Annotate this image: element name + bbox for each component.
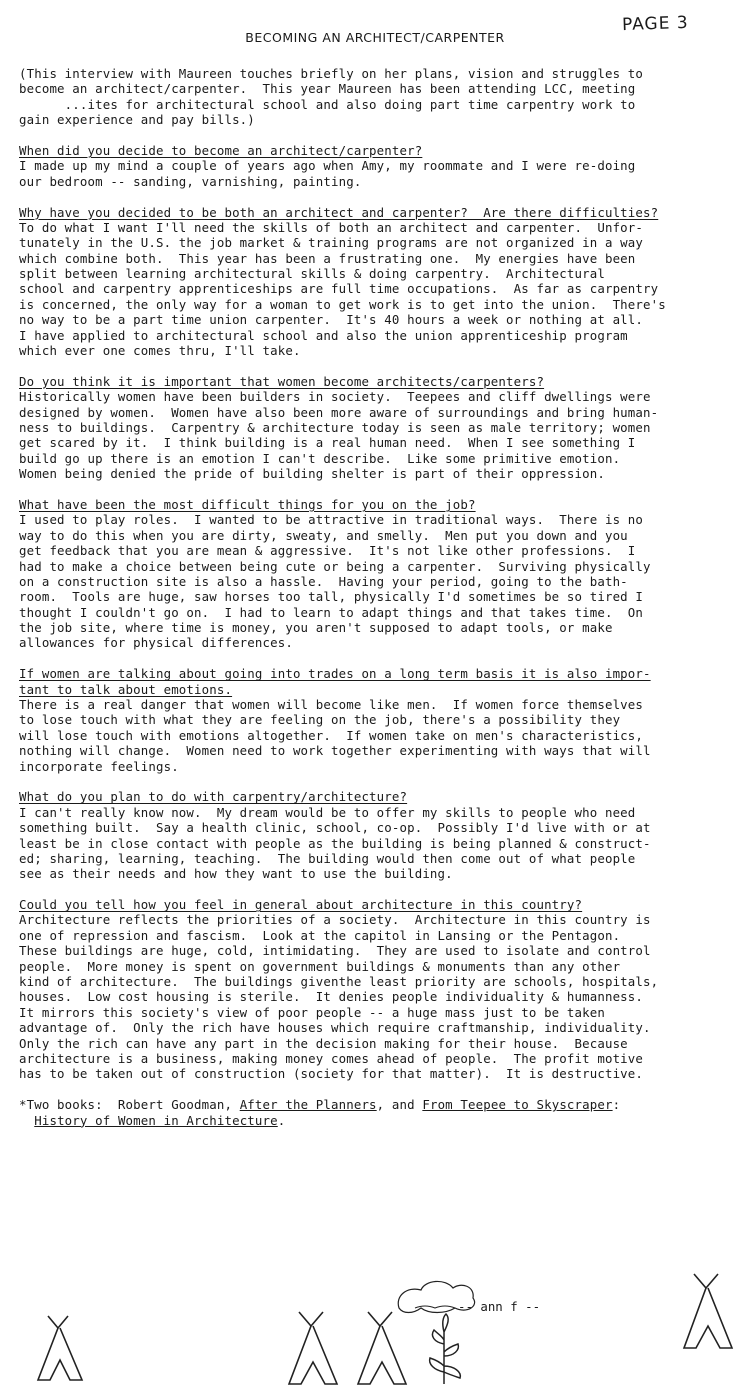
book-subtitle: History of Women in Architecture — [34, 1112, 278, 1128]
intro-paragraph — [19, 66, 745, 128]
book-title: From Teepee to Skyscraper — [422, 1097, 613, 1113]
answer-line: to lose touch with what they are feeling on the job, there's a possibility they — [19, 712, 621, 728]
answer-line: incorporate feelings. — [19, 758, 179, 774]
answer-line: which ever one comes thru, I'll take. — [19, 343, 301, 359]
question-line: What have been the most difficult things for you on the job? — [19, 496, 476, 512]
answer-line: has to be taken out of construction (society for that matter). It is destructive. — [19, 1066, 644, 1082]
tree-figure-icon — [420, 1312, 470, 1388]
question-line: Do you think it is important that women become architects/carpenters? — [19, 373, 545, 389]
answer-line: least be in close contact with people as the building is being planned & construct- — [19, 835, 651, 851]
teepee-figure-icon — [678, 1270, 738, 1352]
answer-line: get scared by it. I think building is a real human need. When I see something I — [19, 435, 636, 451]
question-line: Why have you decided to be both an architect and carpenter? Are there difficulties? — [19, 204, 659, 220]
answer-line: I have applied to architectural school and also the union apprenticeship program — [19, 327, 628, 343]
answer-line: one of repression and fascism. Look at the capitol in Lansing or the Pentagon. — [19, 927, 621, 943]
answer-line: houses. Low cost housing is sterile. It denies people individuality & humanness. — [19, 989, 644, 1005]
answer-line: kind of architecture. The buildings giventhe least priority are schools, hospitals, — [19, 974, 659, 990]
answer-line: ness to buildings. Carpentry & architecture today is seen as male territory; women — [19, 419, 651, 435]
answer-line: room. Tools are huge, saw horses too tall, physically I'd sometimes be so tired I — [19, 589, 644, 605]
answer-line: I can't really know now. My dream would be to offer my skills to people who need — [19, 804, 636, 820]
question-line: If women are talking about going into trades on a long term basis it is also impor- — [19, 666, 651, 682]
teepee-figure-icon — [283, 1308, 343, 1388]
answer-line: There is a real danger that women will become like men. If women force themselves — [19, 697, 644, 713]
answer-line: thought I couldn't go on. I had to learn to adapt things and that takes time. On — [19, 604, 644, 620]
answer-line: It mirrors this society's view of poor people -- a huge mass just to be taken — [19, 1004, 605, 1020]
question-line: What do you plan to do with carpentry/architecture? — [19, 789, 408, 805]
answer-line: the job site, where time is money, you aren't supposed to adapt tools, or make — [19, 620, 613, 636]
answer-line: allowances for physical differences. — [19, 635, 293, 651]
answer-line: Historically women have been builders in society. Teepees and cliff dwellings were — [19, 389, 651, 405]
footnote-prefix: *Two books: Robert Goodman, — [19, 1097, 240, 1113]
question-line: When did you decide to become an architect/carpenter? — [19, 142, 423, 158]
answer-line: people. More money is spent on government buildings & monuments than any other — [19, 958, 621, 974]
answer-line: is concerned, the only way for a woman to get work is to get into the union. There's — [19, 296, 666, 312]
qa-section — [19, 374, 745, 482]
footnote-colon: : — [612, 1097, 621, 1113]
qa-section — [19, 205, 745, 359]
teepee-figure-icon — [30, 1312, 90, 1384]
answer-line: ed; sharing, learning, teaching. The building would then come out of what people — [19, 850, 636, 866]
intro-line — [19, 97, 745, 112]
teepee-figure-icon — [352, 1308, 412, 1388]
footnote-line — [19, 1113, 745, 1128]
answer-line: will lose touch with emotions altogether. If women take on men's characteristics, — [19, 727, 644, 743]
answer-line: school and carpentry apprenticeships are full time occupations. As far as carpentry — [19, 281, 659, 297]
answer-line: get feedback that you are mean & aggressive. It's not like other professions. I — [19, 543, 636, 559]
answer-line: our bedroom -- sanding, varnishing, painting. — [19, 173, 362, 189]
qa-section — [19, 789, 745, 881]
answer-line: split between learning architectural skills & doing carpentry. Architectural — [19, 266, 605, 282]
answer-line: tunately in the U.S. the job market & training programs are not organized in a way — [19, 235, 644, 251]
answer-line: nothing will change. Women need to work together experimenting with ways that will — [19, 743, 651, 759]
intro-line: gain experience and pay bills.) — [19, 112, 255, 128]
question-line: tant to talk about emotions. — [19, 681, 233, 697]
page-number: PAGE 3 — [621, 12, 689, 36]
answer-line: something built. Say a health clinic, school, co-op. Possibly I'd live with or at — [19, 820, 651, 836]
answer-line: designed by women. Women have also been more aware of surroundings and bring human- — [19, 404, 659, 420]
intro-line: become an architect/carpenter. This year Maureen has been attending LCC, meeting — [19, 81, 636, 97]
answer-line: advantage of. Only the rich have houses which require craftmanship, individuality. — [19, 1020, 651, 1036]
intro-line-text: ...ites for architectural school and also doing part time carpentry work to — [19, 96, 636, 112]
answer-line: had to make a choice between being cute or being a carpenter. Surviving physically — [19, 558, 651, 574]
answer-line: Only the rich can have any part in the decision making for their house. Because — [19, 1035, 628, 1051]
answer-line: Architecture reflects the priorities of a society. Architecture in this country is — [19, 912, 651, 928]
footnote-end: . — [277, 1112, 286, 1128]
answer-line: which combine both. This year has been a frustrating one. My energies have been — [19, 250, 636, 266]
signature: -- ann f -- — [458, 1299, 541, 1314]
qa-section — [19, 897, 745, 1082]
answer-line: I made up my mind a couple of years ago when Amy, my roommate and I were re-doing — [19, 158, 636, 174]
footnote — [19, 1097, 745, 1128]
answer-line: Women being denied the pride of building shelter is part of their oppression. — [19, 466, 605, 482]
question-line: Could you tell how you feel in general about architecture in this country? — [19, 897, 583, 913]
answer-line: I used to play roles. I wanted to be attractive in traditional ways. There is no — [19, 512, 644, 528]
answer-line: see as their needs and how they want to use the building. — [19, 866, 453, 882]
qa-section — [19, 497, 745, 651]
book-title: After the Planners — [239, 1097, 377, 1113]
answer-line: architecture is a business, making money comes ahead of people. The profit motive — [19, 1051, 644, 1066]
answer-line: build go up there is an emotion I can't describe. Like some primitive emotion. — [19, 450, 621, 466]
intro-line: (This interview with Maureen touches briefly on her plans, vision and struggles to — [19, 66, 644, 81]
answer-line: way to do this when you are dirty, sweaty, and smelly. Men put you down and you — [19, 527, 628, 543]
article-body — [19, 66, 745, 1128]
footnote-middle: , and — [376, 1097, 423, 1113]
answer-line: These buildings are huge, cold, intimidating. They are used to isolate and control — [19, 943, 651, 959]
footnote-indent — [19, 1113, 34, 1128]
qa-section — [19, 666, 745, 774]
footnote-line — [19, 1097, 745, 1112]
qa-section — [19, 143, 745, 189]
answer-line: To do what I want I'll need the skills of both an architect and carpenter. Unfor- — [19, 219, 644, 235]
page-title: BECOMING AN ARCHITECT/CARPENTER — [245, 30, 505, 45]
answer-line: on a construction site is also a hassle. Having your period, going to the bath- — [19, 573, 628, 589]
answer-line: no way to be a part time union carpenter. It's 40 hours a week or nothing at all. — [19, 312, 644, 328]
